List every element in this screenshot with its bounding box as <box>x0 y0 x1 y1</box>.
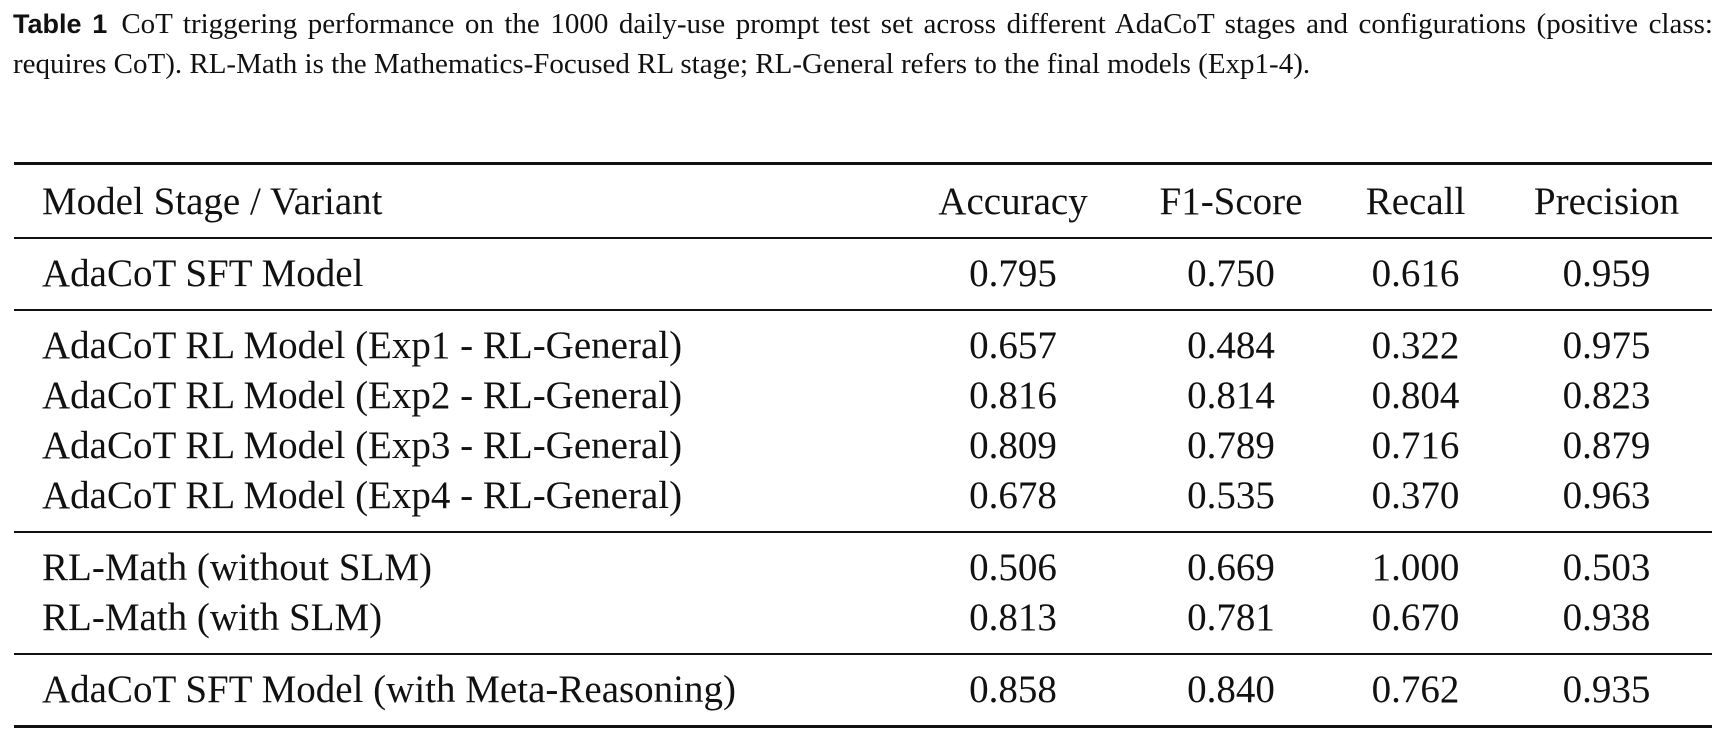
caption-text: CoT triggering performance on the 1000 daily-use prompt test set across different AdaCoT stages and configurations (positive class: requires CoT). RL-Math is the Mathematics-Focused RL stage; RL-General refers to the final models (Exp1-4). <box>13 8 1713 80</box>
cell-precision: 0.938 <box>1562 596 1651 639</box>
row-label: RL-Math (without SLM) <box>14 532 894 593</box>
table-group <box>14 532 1712 654</box>
cell-f1: 0.814 <box>1187 374 1275 417</box>
cell-precision: 0.503 <box>1501 532 1712 593</box>
table-row <box>14 421 1712 471</box>
cell-f1: 0.484 <box>1132 310 1330 371</box>
caption-label: Table 1 <box>13 9 108 39</box>
row-label: AdaCoT SFT Model (with Meta-Reasoning) <box>14 654 894 725</box>
header-cell: Model Stage / Variant <box>14 165 894 238</box>
cell-f1: 0.669 <box>1132 532 1330 593</box>
cell-recall: 1.000 <box>1330 532 1501 593</box>
cell-precision: 0.975 <box>1501 310 1712 371</box>
table-row <box>14 310 1712 371</box>
cell-recall: 0.804 <box>1371 374 1460 417</box>
cell-accuracy: 0.506 <box>894 532 1132 593</box>
cell-accuracy: 0.813 <box>969 596 1057 639</box>
table-header <box>14 165 1712 238</box>
cell-f1: 0.840 <box>1132 654 1330 725</box>
cell-precision: 0.823 <box>1562 374 1651 417</box>
cell-recall: 0.616 <box>1371 252 1460 295</box>
cell-f1: 0.535 <box>1187 474 1275 517</box>
cell-f1: 0.789 <box>1187 424 1275 467</box>
table-group <box>14 310 1712 532</box>
cell-accuracy: 0.809 <box>969 424 1057 467</box>
cell-recall: 0.670 <box>1371 596 1460 639</box>
row-label: RL-Math (with SLM) <box>42 596 383 639</box>
table-caption <box>13 4 1713 84</box>
cell-accuracy: 0.795 <box>969 252 1057 295</box>
row-label: AdaCoT RL Model (Exp3 - RL-General) <box>42 424 683 467</box>
cell-recall: 0.716 <box>1371 424 1460 467</box>
results-table <box>14 165 1712 725</box>
cell-recall: 0.370 <box>1371 474 1460 517</box>
row-label: AdaCoT SFT Model <box>42 252 364 295</box>
cell-precision: 0.879 <box>1562 424 1651 467</box>
header-cell: Accuracy <box>894 165 1132 238</box>
table-row <box>14 654 1712 725</box>
table-group <box>14 238 1712 310</box>
cell-f1: 0.750 <box>1187 252 1275 295</box>
cell-f1: 0.781 <box>1187 596 1275 639</box>
row-label: AdaCoT RL Model (Exp1 - RL-General) <box>14 310 894 371</box>
cell-recall: 0.762 <box>1330 654 1501 725</box>
header-row <box>14 165 1712 238</box>
table-row <box>14 238 1712 310</box>
table-row <box>14 532 1712 593</box>
cell-accuracy: 0.816 <box>969 374 1057 417</box>
row-label: AdaCoT RL Model (Exp4 - RL-General) <box>42 474 683 517</box>
header-cell: Precision <box>1501 165 1712 238</box>
row-label: AdaCoT RL Model (Exp2 - RL-General) <box>42 374 683 417</box>
table-group <box>14 654 1712 725</box>
cell-accuracy: 0.678 <box>969 474 1057 517</box>
cell-precision: 0.963 <box>1562 474 1651 517</box>
cell-precision: 0.959 <box>1562 252 1651 295</box>
header-cell: Recall <box>1330 165 1501 238</box>
cell-precision: 0.935 <box>1501 654 1712 725</box>
table-row <box>14 593 1712 654</box>
table-row <box>14 371 1712 421</box>
results-table-wrapper <box>14 162 1712 728</box>
cell-accuracy: 0.657 <box>894 310 1132 371</box>
header-cell: F1-Score <box>1132 165 1330 238</box>
cell-recall: 0.322 <box>1330 310 1501 371</box>
cell-accuracy: 0.858 <box>894 654 1132 725</box>
table-row <box>14 471 1712 532</box>
